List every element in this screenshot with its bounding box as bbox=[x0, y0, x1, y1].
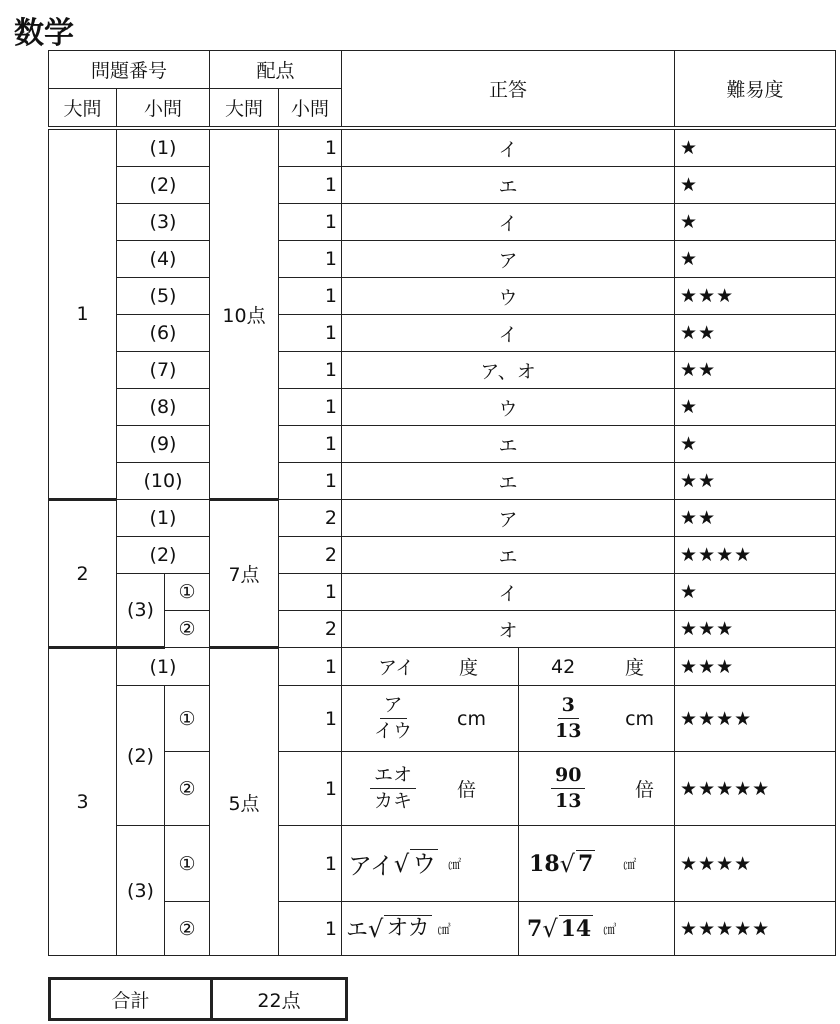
table-row bbox=[49, 648, 836, 686]
table-row bbox=[49, 352, 836, 389]
difficulty-stars: ★★★★★ bbox=[675, 902, 836, 956]
section3-points: 5点 bbox=[210, 648, 279, 956]
sub-question-number: ② bbox=[165, 611, 210, 648]
answer: エ bbox=[342, 426, 675, 463]
difficulty-stars: ★ bbox=[675, 128, 836, 167]
answer: ア、オ bbox=[342, 352, 675, 389]
answer-form-unit: 倍 bbox=[457, 779, 477, 801]
answer-coefficient: 7 bbox=[527, 915, 543, 942]
question-number: (10) bbox=[117, 463, 210, 500]
answer-value bbox=[519, 686, 675, 752]
fraction-denominator: イウ bbox=[374, 720, 413, 742]
answer: イ bbox=[342, 574, 675, 611]
table-row bbox=[49, 128, 836, 167]
table-row bbox=[49, 167, 836, 204]
sqrt-icon: √ bbox=[393, 849, 410, 878]
sqrt-icon: √ bbox=[559, 849, 575, 878]
fraction bbox=[551, 765, 585, 812]
sub-question-number: ② bbox=[165, 752, 210, 826]
score: 1 bbox=[279, 241, 342, 278]
total-value: 22点 bbox=[212, 979, 347, 1020]
fraction-numerator: 3 bbox=[558, 695, 579, 719]
difficulty-stars: ★★★★★ bbox=[675, 752, 836, 826]
answer-coefficient: アイ bbox=[348, 852, 394, 880]
header-q-number: 問題番号 bbox=[49, 51, 210, 89]
answer-form bbox=[342, 686, 519, 752]
answer-value-unit: 倍 bbox=[635, 779, 655, 801]
table-row bbox=[49, 463, 836, 500]
answer: エ bbox=[342, 463, 675, 500]
answer-form bbox=[342, 902, 519, 956]
score: 2 bbox=[279, 611, 342, 648]
score: 1 bbox=[279, 574, 342, 611]
difficulty-stars: ★ bbox=[675, 167, 836, 204]
table-row bbox=[49, 278, 836, 315]
score: 1 bbox=[279, 686, 342, 752]
answer-value-text: 42 bbox=[551, 655, 576, 678]
table-row bbox=[49, 500, 836, 537]
answer-radicand: 14 bbox=[560, 915, 592, 942]
header-answer: 正答 bbox=[342, 51, 675, 129]
question-number: (5) bbox=[117, 278, 210, 315]
fraction-numerator: 90 bbox=[551, 765, 585, 789]
fraction bbox=[370, 765, 416, 812]
page-title: 数学 bbox=[14, 16, 74, 51]
question-number: (8) bbox=[117, 389, 210, 426]
answer-value-unit: 度 bbox=[625, 657, 645, 679]
score: 1 bbox=[279, 752, 342, 826]
score: 1 bbox=[279, 315, 342, 352]
answer-form-unit: 度 bbox=[459, 657, 479, 679]
score: 1 bbox=[279, 167, 342, 204]
fraction-numerator: ア bbox=[380, 695, 407, 719]
table-row bbox=[49, 686, 836, 752]
difficulty-stars: ★★ bbox=[675, 352, 836, 389]
header-points: 配点 bbox=[210, 51, 342, 89]
question-number: (3) bbox=[117, 826, 165, 956]
answer-form bbox=[342, 752, 519, 826]
table-row bbox=[49, 389, 836, 426]
difficulty-stars: ★★★ bbox=[675, 278, 836, 315]
answer-value bbox=[519, 902, 675, 956]
score: 1 bbox=[279, 902, 342, 956]
answer-form bbox=[342, 826, 519, 902]
answer-value-unit: cm bbox=[625, 707, 655, 730]
difficulty-stars: ★ bbox=[675, 426, 836, 463]
section2-major: 2 bbox=[49, 500, 117, 648]
answer: イ bbox=[342, 315, 675, 352]
table-row bbox=[49, 752, 836, 826]
score: 1 bbox=[279, 278, 342, 315]
header-minor-points: 小問 bbox=[279, 89, 342, 129]
table-row bbox=[49, 537, 836, 574]
section2-points: 7点 bbox=[210, 500, 279, 648]
answer: ア bbox=[342, 500, 675, 537]
table-row bbox=[49, 241, 836, 278]
total-label: 合計 bbox=[50, 979, 212, 1020]
answer-radicand: ウ bbox=[412, 849, 437, 878]
score: 1 bbox=[279, 826, 342, 902]
score: 1 bbox=[279, 352, 342, 389]
score: 2 bbox=[279, 500, 342, 537]
answer-value bbox=[519, 826, 675, 902]
answer-radicand: 7 bbox=[577, 850, 594, 877]
table-row bbox=[49, 574, 836, 611]
sub-question-number: ① bbox=[165, 686, 210, 752]
header-row-1 bbox=[49, 51, 836, 89]
header-minor: 小問 bbox=[117, 89, 210, 129]
difficulty-stars: ★★ bbox=[675, 315, 836, 352]
difficulty-stars: ★★★★ bbox=[675, 826, 836, 902]
table-row bbox=[49, 902, 836, 956]
answer-form-unit: ㎠ bbox=[448, 858, 462, 873]
section3-major: 3 bbox=[49, 648, 117, 956]
sqrt-icon: √ bbox=[368, 914, 384, 943]
table-row bbox=[49, 611, 836, 648]
answer-form bbox=[342, 648, 519, 686]
difficulty-stars: ★★ bbox=[675, 463, 836, 500]
question-number: (2) bbox=[117, 167, 210, 204]
difficulty-stars: ★ bbox=[675, 241, 836, 278]
sub-question-number: ① bbox=[165, 574, 210, 611]
sub-question-number: ① bbox=[165, 826, 210, 902]
question-number: (4) bbox=[117, 241, 210, 278]
difficulty-stars: ★★★★ bbox=[675, 686, 836, 752]
answer-coefficient: 18 bbox=[529, 850, 560, 877]
score: 1 bbox=[279, 204, 342, 241]
difficulty-stars: ★★★ bbox=[675, 648, 836, 686]
table-row bbox=[49, 315, 836, 352]
answer: ア bbox=[342, 241, 675, 278]
fraction bbox=[551, 695, 585, 742]
answer-form-unit: ㎤ bbox=[437, 923, 451, 938]
fraction-denominator: 13 bbox=[555, 720, 582, 742]
score: 1 bbox=[279, 128, 342, 167]
score: 1 bbox=[279, 389, 342, 426]
answer: イ bbox=[342, 128, 675, 167]
question-number: (1) bbox=[117, 500, 210, 537]
question-number: (1) bbox=[117, 648, 210, 686]
difficulty-stars: ★★★★ bbox=[675, 537, 836, 574]
header-difficulty: 難易度 bbox=[675, 51, 836, 129]
question-number: (1) bbox=[117, 128, 210, 167]
question-number: (2) bbox=[117, 537, 210, 574]
answer-value-unit: ㎤ bbox=[603, 923, 617, 938]
total-table bbox=[48, 977, 348, 1021]
answer-coefficient: エ bbox=[346, 918, 369, 943]
fraction-numerator: エオ bbox=[370, 765, 416, 789]
difficulty-stars: ★★ bbox=[675, 500, 836, 537]
answer: エ bbox=[342, 537, 675, 574]
answer-value bbox=[519, 752, 675, 826]
score: 1 bbox=[279, 463, 342, 500]
difficulty-stars: ★ bbox=[675, 574, 836, 611]
fraction-denominator: 13 bbox=[555, 790, 582, 812]
answer: ウ bbox=[342, 389, 675, 426]
header-major-points: 大問 bbox=[210, 89, 279, 129]
answer-form-text: アイ bbox=[378, 657, 415, 679]
table-row bbox=[49, 204, 836, 241]
total-row bbox=[50, 979, 347, 1020]
question-number: (9) bbox=[117, 426, 210, 463]
sub-question-number: ② bbox=[165, 902, 210, 956]
table-row bbox=[49, 826, 836, 902]
answer: オ bbox=[342, 611, 675, 648]
fraction bbox=[370, 695, 416, 742]
answer-table bbox=[48, 50, 836, 956]
answer: イ bbox=[342, 204, 675, 241]
fraction-denominator: カキ bbox=[374, 790, 413, 812]
score: 2 bbox=[279, 537, 342, 574]
score: 1 bbox=[279, 648, 342, 686]
answer-radicand: オカ bbox=[386, 915, 430, 941]
answer-form-unit: cm bbox=[457, 707, 487, 730]
question-number: (3) bbox=[117, 204, 210, 241]
answer-value bbox=[519, 648, 675, 686]
header-major: 大問 bbox=[49, 89, 117, 129]
answer: エ bbox=[342, 167, 675, 204]
question-number: (7) bbox=[117, 352, 210, 389]
section1-points: 10点 bbox=[210, 128, 279, 500]
question-number: (6) bbox=[117, 315, 210, 352]
answer-value-unit: ㎠ bbox=[623, 858, 637, 873]
question-number: (2) bbox=[117, 686, 165, 826]
question-number: (3) bbox=[117, 574, 165, 648]
difficulty-stars: ★★★ bbox=[675, 611, 836, 648]
section1-major: 1 bbox=[49, 128, 117, 500]
difficulty-stars: ★ bbox=[675, 389, 836, 426]
table-row bbox=[49, 426, 836, 463]
answer: ウ bbox=[342, 278, 675, 315]
difficulty-stars: ★ bbox=[675, 204, 836, 241]
score: 1 bbox=[279, 426, 342, 463]
sqrt-icon: √ bbox=[542, 914, 558, 943]
